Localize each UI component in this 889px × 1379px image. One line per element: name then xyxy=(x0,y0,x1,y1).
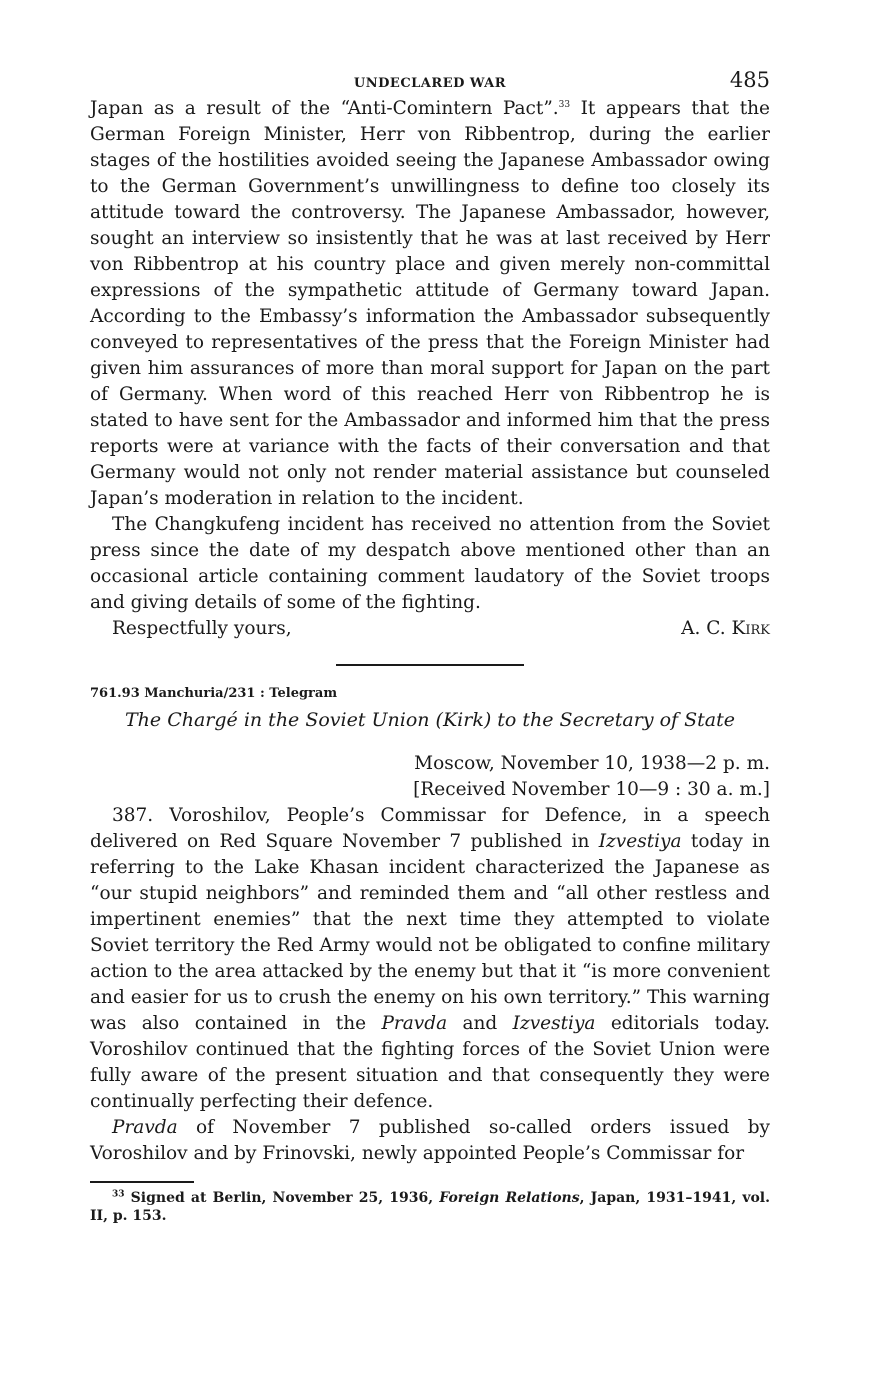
paragraph-continuation xyxy=(90,96,770,512)
dateline: Moscow, November 10, 1938—2 p. m. xyxy=(414,753,770,774)
footnote-number: 33 xyxy=(112,1189,125,1200)
footnote-text: , p. 153. xyxy=(103,1208,167,1224)
paragraph-text: today in referring to the Lake Khasan incident characterized the Japanese as “our stupid neighbors” and reminded them and “all other restless and impertinent enemies” that the next time they attempted to violate Soviet territory the Red Army would not be obligated to confine military action to the area attacked by the enemy but that it “is more convenient and easier for us to crush the enemy on his own territory.” This warning was also contained in the xyxy=(90,831,770,1034)
paragraph-text: editorials today. Voroshilov continued that the fighting forces of the Soviet Union were fully aware of the present situation and that consequently they were continually perfecting their defence. xyxy=(90,1013,770,1112)
received-line: [Received November 10—9 : 30 a. m.] xyxy=(413,779,770,800)
document-page xyxy=(90,62,770,1225)
paragraph-text: of November 7 published so-called orders issued by Voroshilov and by Frinovski, newly appointed People’s Commissar for xyxy=(90,1117,770,1164)
paragraph-changkufeng: The Changkufeng incident has received no attention from the Soviet press since the date of my despatch above mentioned other than an occasional article containing comment laudatory of the Soviet troops and giving details of some of the fighting. xyxy=(90,514,770,613)
paragraph-text: and xyxy=(447,1013,513,1034)
newspaper-name: Pravda xyxy=(381,1013,448,1034)
footnote-reference[interactable]: 33 xyxy=(558,99,571,110)
publication-title: Foreign Relations xyxy=(439,1190,580,1206)
newspaper-name: Pravda xyxy=(112,1117,178,1138)
signer xyxy=(681,616,770,642)
footnote-text: Signed at Berlin, November 25, 1936, xyxy=(124,1190,440,1206)
document-title: The Chargé in the Soviet Union (Kirk) to the Secretary of State xyxy=(125,709,735,731)
paragraph-pravda-orders xyxy=(90,1115,770,1167)
section-divider xyxy=(336,664,524,666)
footnote-text: , Japan, 1931–1941, vol. xyxy=(579,1190,771,1206)
signer-initials: A. C. xyxy=(681,618,726,639)
footnote-divider xyxy=(90,1181,194,1183)
footnote xyxy=(90,1189,770,1225)
paragraph-text: Japan as a result of the “Anti-Comintern Pact”. xyxy=(90,98,559,119)
volume-number: II xyxy=(90,1208,104,1224)
page-number: 485 xyxy=(729,68,770,92)
page-header xyxy=(90,62,770,96)
newspaper-name: Izvestiya xyxy=(512,1013,596,1034)
file-reference: 761.93 Manchuria/231 : Telegram xyxy=(90,686,338,701)
closing-block xyxy=(90,616,770,642)
signer-surname: Kirk xyxy=(731,618,770,639)
paragraph-text: 387. Voroshilov, People’s Commissar for Defence, in a speech delivered on Red Square November 7 published in xyxy=(90,805,770,852)
running-head: UNDECLARED WAR xyxy=(353,76,507,91)
salutation: Respectfully yours, xyxy=(112,618,292,639)
newspaper-name: Izvestiya xyxy=(598,831,682,852)
paragraph-voroshilov xyxy=(90,803,770,1115)
paragraph-text: It appears that the German Foreign Minister, Herr von Ribbentrop, during the earlier stages of the hostilities avoided seeing the Japanese Ambassador owing to the German Government’s unwillingness to define too closely its attitude toward the controversy. The Japanese Ambassador, however, sought an interview so insistently that he was at last received by Herr von Ribbentrop at his country place and given merely non-committal expressions of the sympathetic attitude of Germany toward Japan. According to the Embassy’s information the Ambassador subsequently conveyed to representatives of the press that the Foreign Minister had given him assurances of more than moral support for Japan on the part of Germany. When word of this reached Herr von Ribbentrop he is stated to have sent for the Ambassador and informed him that the press reports were at variance with the facts of their conversation and that Germany would not only not render material assistance but counseled Japan’s moderation in relation to the incident. xyxy=(90,98,771,509)
